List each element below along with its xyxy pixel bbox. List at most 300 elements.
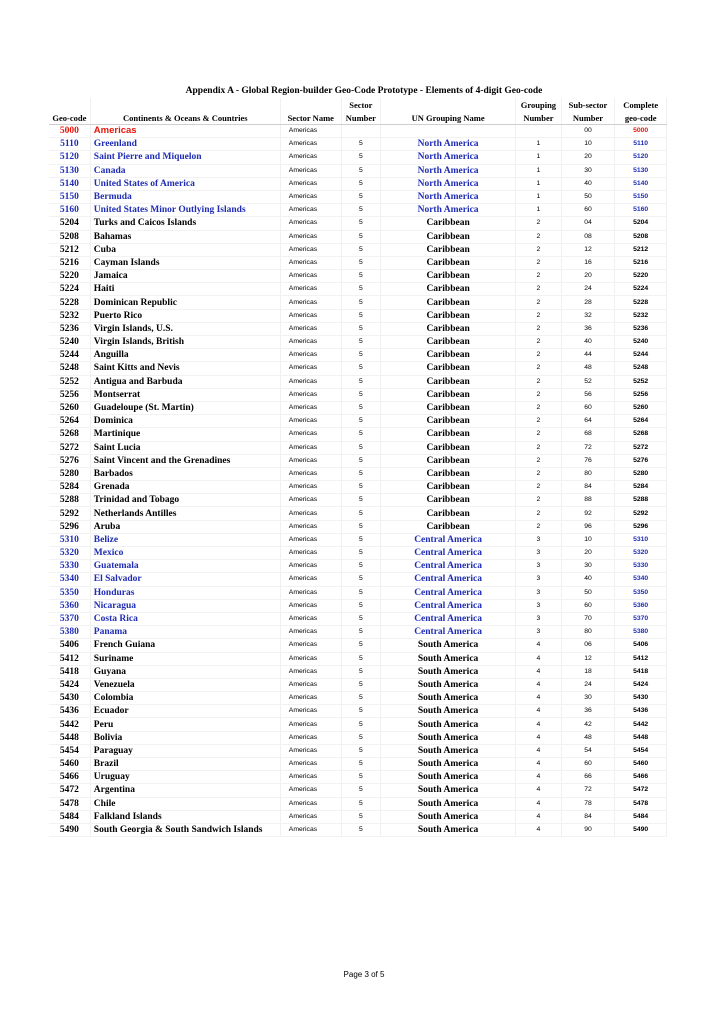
col-grouping-number: Number	[516, 111, 561, 125]
sector-number-cell: 5	[341, 401, 380, 414]
table-row	[49, 573, 667, 586]
grouping-number-cell: 4	[516, 705, 561, 718]
table-row	[49, 401, 667, 414]
subsector-number-cell: 10	[561, 533, 615, 546]
grouping-number-cell: 3	[516, 560, 561, 573]
country-name-cell: Nicaragua	[90, 599, 280, 612]
complete-geocode-cell: 5430	[615, 692, 667, 705]
table-row	[49, 692, 667, 705]
col-name: Continents & Oceans & Countries	[90, 111, 280, 125]
un-grouping-cell: Caribbean	[380, 467, 515, 480]
sector-name-cell: Americas	[280, 428, 341, 441]
un-grouping-cell: South America	[380, 731, 515, 744]
table-row	[49, 494, 667, 507]
complete-geocode-cell: 5412	[615, 652, 667, 665]
un-grouping-cell: South America	[380, 771, 515, 784]
subsector-number-cell: 84	[561, 481, 615, 494]
table-row	[49, 652, 667, 665]
country-name-cell: Guadeloupe (St. Martin)	[90, 401, 280, 414]
complete-geocode-cell: 5418	[615, 665, 667, 678]
complete-geocode-cell: 5232	[615, 309, 667, 322]
grouping-number-cell: 1	[516, 164, 561, 177]
subsector-number-cell: 24	[561, 678, 615, 691]
geocode-cell: 5204	[49, 217, 90, 230]
country-name-cell: El Salvador	[90, 573, 280, 586]
geocode-cell: 5248	[49, 362, 90, 375]
subsector-number-cell: 44	[561, 349, 615, 362]
table-row	[49, 349, 667, 362]
country-name-cell: Aruba	[90, 520, 280, 533]
complete-geocode-cell: 5490	[615, 823, 667, 836]
sector-name-cell: Americas	[280, 612, 341, 625]
geocode-cell: 5208	[49, 230, 90, 243]
sector-name-cell: Americas	[280, 138, 341, 151]
subsector-number-cell: 48	[561, 731, 615, 744]
complete-geocode-cell: 5228	[615, 296, 667, 309]
sector-name-cell: Americas	[280, 243, 341, 256]
geocode-cell: 5220	[49, 270, 90, 283]
grouping-number-cell: 4	[516, 797, 561, 810]
grouping-number-cell: 4	[516, 692, 561, 705]
table-row	[49, 190, 667, 203]
geocode-cell: 5418	[49, 665, 90, 678]
sector-number-cell: 5	[341, 718, 380, 731]
country-name-cell: Saint Lucia	[90, 441, 280, 454]
sector-name-cell: Americas	[280, 283, 341, 296]
complete-geocode-cell: 5212	[615, 243, 667, 256]
sector-number-cell: 5	[341, 494, 380, 507]
col-subsector-top: Sub-sector	[561, 98, 615, 111]
grouping-number-cell: 2	[516, 309, 561, 322]
sector-name-cell: Americas	[280, 731, 341, 744]
un-grouping-cell: South America	[380, 758, 515, 771]
subsector-number-cell: 76	[561, 454, 615, 467]
complete-geocode-cell: 5204	[615, 217, 667, 230]
subsector-number-cell: 88	[561, 494, 615, 507]
country-name-cell: Canada	[90, 164, 280, 177]
geocode-cell: 5360	[49, 599, 90, 612]
complete-geocode-cell: 5130	[615, 164, 667, 177]
sector-name-cell: Americas	[280, 125, 341, 138]
complete-geocode-cell: 5268	[615, 428, 667, 441]
un-grouping-cell: Central America	[380, 586, 515, 599]
geocode-cell: 5296	[49, 520, 90, 533]
complete-geocode-cell: 5292	[615, 507, 667, 520]
grouping-number-cell: 4	[516, 771, 561, 784]
complete-geocode-cell: 5244	[615, 349, 667, 362]
sector-number-cell: 5	[341, 810, 380, 823]
geocode-cell: 5406	[49, 639, 90, 652]
un-grouping-cell: Caribbean	[380, 481, 515, 494]
sector-name-cell: Americas	[280, 401, 341, 414]
complete-geocode-cell: 5310	[615, 533, 667, 546]
geocode-cell: 5224	[49, 283, 90, 296]
un-grouping-cell: North America	[380, 190, 515, 203]
sector-number-cell: 5	[341, 362, 380, 375]
table-row	[49, 797, 667, 810]
table-row	[49, 454, 667, 467]
complete-geocode-cell: 5380	[615, 626, 667, 639]
table-row	[49, 270, 667, 283]
un-grouping-cell: Central America	[380, 573, 515, 586]
country-name-cell: Falkland Islands	[90, 810, 280, 823]
grouping-number-cell: 2	[516, 428, 561, 441]
sector-name-cell: Americas	[280, 441, 341, 454]
subsector-number-cell: 24	[561, 283, 615, 296]
geocode-cell: 5252	[49, 375, 90, 388]
complete-geocode-cell: 5252	[615, 375, 667, 388]
geocode-cell: 5310	[49, 533, 90, 546]
un-grouping-cell: Caribbean	[380, 270, 515, 283]
sector-name-cell: Americas	[280, 388, 341, 401]
grouping-number-cell: 3	[516, 547, 561, 560]
col-sector-number-top: Sector	[341, 98, 380, 111]
sector-number-cell: 5	[341, 322, 380, 335]
country-name-cell: Virgin Islands, British	[90, 336, 280, 349]
sector-name-cell: Americas	[280, 190, 341, 203]
grouping-number-cell: 4	[516, 810, 561, 823]
complete-geocode-cell: 5320	[615, 547, 667, 560]
country-name-cell: Suriname	[90, 652, 280, 665]
grouping-number-cell: 3	[516, 533, 561, 546]
table-row	[49, 441, 667, 454]
geocode-cell: 5460	[49, 758, 90, 771]
sector-name-cell: Americas	[280, 336, 341, 349]
subsector-number-cell: 68	[561, 428, 615, 441]
sector-name-cell: Americas	[280, 744, 341, 757]
sector-number-cell: 5	[341, 665, 380, 678]
geocode-cell: 5244	[49, 349, 90, 362]
sector-number-cell: 5	[341, 626, 380, 639]
sector-name-cell: Americas	[280, 204, 341, 217]
complete-geocode-cell: 5330	[615, 560, 667, 573]
sector-number-cell: 5	[341, 823, 380, 836]
grouping-number-cell: 4	[516, 652, 561, 665]
grouping-number-cell: 4	[516, 665, 561, 678]
un-grouping-cell: Central America	[380, 626, 515, 639]
complete-geocode-cell: 5110	[615, 138, 667, 151]
country-name-cell: Antigua and Barbuda	[90, 375, 280, 388]
un-grouping-cell: Caribbean	[380, 283, 515, 296]
sector-number-cell: 5	[341, 283, 380, 296]
sector-name-cell: Americas	[280, 494, 341, 507]
geocode-cell: 5228	[49, 296, 90, 309]
geocode-cell: 5380	[49, 626, 90, 639]
table-row	[49, 125, 667, 138]
subsector-number-cell: 80	[561, 626, 615, 639]
grouping-number-cell: 2	[516, 520, 561, 533]
subsector-number-cell: 84	[561, 810, 615, 823]
sector-name-cell: Americas	[280, 533, 341, 546]
sector-name-cell: Americas	[280, 771, 341, 784]
geocode-cell: 5000	[49, 125, 90, 138]
subsector-number-cell: 92	[561, 507, 615, 520]
grouping-number-cell: 3	[516, 573, 561, 586]
table-row	[49, 375, 667, 388]
geocode-cell: 5236	[49, 322, 90, 335]
complete-geocode-cell: 5264	[615, 415, 667, 428]
table-row	[49, 428, 667, 441]
table-row	[49, 639, 667, 652]
geocode-cell: 5454	[49, 744, 90, 757]
un-grouping-cell: South America	[380, 823, 515, 836]
subsector-number-cell: 08	[561, 230, 615, 243]
table-row	[49, 362, 667, 375]
geocode-cell: 5256	[49, 388, 90, 401]
un-grouping-cell: South America	[380, 810, 515, 823]
complete-geocode-cell: 5406	[615, 639, 667, 652]
un-grouping-cell: Caribbean	[380, 322, 515, 335]
table-row	[49, 204, 667, 217]
grouping-number-cell: 2	[516, 494, 561, 507]
header-row-top	[49, 98, 667, 111]
subsector-number-cell: 60	[561, 204, 615, 217]
subsector-number-cell: 16	[561, 256, 615, 269]
sector-name-cell: Americas	[280, 322, 341, 335]
complete-geocode-cell: 5220	[615, 270, 667, 283]
sector-name-cell: Americas	[280, 599, 341, 612]
grouping-number-cell: 2	[516, 401, 561, 414]
subsector-number-cell: 00	[561, 125, 615, 138]
table-row	[49, 665, 667, 678]
un-grouping-cell: Caribbean	[380, 217, 515, 230]
geocode-cell: 5280	[49, 467, 90, 480]
grouping-number-cell: 4	[516, 758, 561, 771]
sector-number-cell	[341, 125, 380, 138]
grouping-number-cell: 2	[516, 230, 561, 243]
grouping-number-cell: 3	[516, 612, 561, 625]
grouping-number-cell: 4	[516, 744, 561, 757]
table-row	[49, 217, 667, 230]
country-name-cell: Bolivia	[90, 731, 280, 744]
grouping-number-cell: 2	[516, 507, 561, 520]
subsector-number-cell: 06	[561, 639, 615, 652]
un-grouping-cell: Caribbean	[380, 428, 515, 441]
sector-name-cell: Americas	[280, 560, 341, 573]
table-row	[49, 243, 667, 256]
country-name-cell: Paraguay	[90, 744, 280, 757]
geocode-cell: 5232	[49, 309, 90, 322]
sector-name-cell: Americas	[280, 349, 341, 362]
un-grouping-cell: Central America	[380, 533, 515, 546]
un-grouping-cell: South America	[380, 797, 515, 810]
un-grouping-cell: North America	[380, 164, 515, 177]
un-grouping-cell: South America	[380, 652, 515, 665]
sector-name-cell: Americas	[280, 362, 341, 375]
country-name-cell: Americas	[90, 125, 280, 138]
complete-geocode-cell: 5260	[615, 401, 667, 414]
sector-name-cell: Americas	[280, 639, 341, 652]
country-name-cell: Haiti	[90, 283, 280, 296]
geocode-cell: 5150	[49, 190, 90, 203]
sector-number-cell: 5	[341, 230, 380, 243]
grouping-number-cell: 4	[516, 784, 561, 797]
subsector-number-cell: 40	[561, 573, 615, 586]
subsector-number-cell: 28	[561, 296, 615, 309]
subsector-number-cell: 36	[561, 322, 615, 335]
un-grouping-cell: Caribbean	[380, 388, 515, 401]
subsector-number-cell: 20	[561, 547, 615, 560]
geocode-cell: 5160	[49, 204, 90, 217]
geocode-cell: 5466	[49, 771, 90, 784]
table-row	[49, 718, 667, 731]
sector-number-cell: 5	[341, 520, 380, 533]
un-grouping-cell: Caribbean	[380, 441, 515, 454]
col-complete-top: Complete	[615, 98, 667, 111]
country-name-cell: Grenada	[90, 481, 280, 494]
complete-geocode-cell: 5370	[615, 612, 667, 625]
geocode-cell: 5478	[49, 797, 90, 810]
country-name-cell: South Georgia & South Sandwich Islands	[90, 823, 280, 836]
table-row	[49, 547, 667, 560]
geocode-cell: 5430	[49, 692, 90, 705]
grouping-number-cell: 3	[516, 586, 561, 599]
country-name-cell: Ecuador	[90, 705, 280, 718]
sector-name-cell: Americas	[280, 296, 341, 309]
table-row	[49, 520, 667, 533]
sector-name-cell: Americas	[280, 270, 341, 283]
complete-geocode-cell: 5472	[615, 784, 667, 797]
complete-geocode-cell: 5150	[615, 190, 667, 203]
complete-geocode-cell: 5240	[615, 336, 667, 349]
grouping-number-cell: 3	[516, 626, 561, 639]
grouping-number-cell	[516, 125, 561, 138]
country-name-cell: Barbados	[90, 467, 280, 480]
sector-name-cell: Americas	[280, 256, 341, 269]
geocode-cell: 5442	[49, 718, 90, 731]
geocode-cell: 5216	[49, 256, 90, 269]
sector-number-cell: 5	[341, 678, 380, 691]
grouping-number-cell: 2	[516, 441, 561, 454]
complete-geocode-cell: 5350	[615, 586, 667, 599]
geocode-cell: 5130	[49, 164, 90, 177]
geocode-cell: 5260	[49, 401, 90, 414]
country-name-cell: Turks and Caicos Islands	[90, 217, 280, 230]
table-row	[49, 230, 667, 243]
country-name-cell: Virgin Islands, U.S.	[90, 322, 280, 335]
complete-geocode-cell: 5296	[615, 520, 667, 533]
grouping-number-cell: 2	[516, 256, 561, 269]
table-row	[49, 784, 667, 797]
un-grouping-cell: Caribbean	[380, 507, 515, 520]
geocode-cell: 5140	[49, 177, 90, 190]
country-name-cell: Venezuela	[90, 678, 280, 691]
un-grouping-cell: Caribbean	[380, 401, 515, 414]
subsector-number-cell: 18	[561, 665, 615, 678]
sector-name-cell: Americas	[280, 784, 341, 797]
subsector-number-cell: 80	[561, 467, 615, 480]
sector-name-cell: Americas	[280, 547, 341, 560]
sector-number-cell: 5	[341, 612, 380, 625]
un-grouping-cell: Central America	[380, 560, 515, 573]
sector-number-cell: 5	[341, 481, 380, 494]
complete-geocode-cell: 5284	[615, 481, 667, 494]
sector-number-cell: 5	[341, 441, 380, 454]
sector-number-cell: 5	[341, 533, 380, 546]
un-grouping-cell: Caribbean	[380, 309, 515, 322]
country-name-cell: Brazil	[90, 758, 280, 771]
subsector-number-cell: 64	[561, 415, 615, 428]
grouping-number-cell: 2	[516, 270, 561, 283]
un-grouping-cell: North America	[380, 151, 515, 164]
sector-name-cell: Americas	[280, 467, 341, 480]
sector-name-cell: Americas	[280, 705, 341, 718]
complete-geocode-cell: 5276	[615, 454, 667, 467]
country-name-cell: Bahamas	[90, 230, 280, 243]
country-name-cell: Honduras	[90, 586, 280, 599]
sector-name-cell: Americas	[280, 692, 341, 705]
complete-geocode-cell: 5448	[615, 731, 667, 744]
subsector-number-cell: 32	[561, 309, 615, 322]
col-complete-geocode: geo-code	[615, 111, 667, 125]
grouping-number-cell: 2	[516, 388, 561, 401]
sector-name-cell: Americas	[280, 520, 341, 533]
subsector-number-cell: 72	[561, 784, 615, 797]
country-name-cell: Mexico	[90, 547, 280, 560]
grouping-number-cell: 2	[516, 296, 561, 309]
complete-geocode-cell: 5216	[615, 256, 667, 269]
table-row	[49, 586, 667, 599]
complete-geocode-cell: 5340	[615, 573, 667, 586]
geo-code-table	[49, 98, 667, 837]
grouping-number-cell: 1	[516, 177, 561, 190]
complete-geocode-cell: 5288	[615, 494, 667, 507]
geocode-cell: 5120	[49, 151, 90, 164]
country-name-cell: Panama	[90, 626, 280, 639]
geocode-cell: 5448	[49, 731, 90, 744]
complete-geocode-cell: 5272	[615, 441, 667, 454]
country-name-cell: Greenland	[90, 138, 280, 151]
grouping-number-cell: 2	[516, 467, 561, 480]
subsector-number-cell: 40	[561, 177, 615, 190]
sector-number-cell: 5	[341, 586, 380, 599]
un-grouping-cell: South America	[380, 784, 515, 797]
table-row	[49, 705, 667, 718]
country-name-cell: Dominican Republic	[90, 296, 280, 309]
complete-geocode-cell: 5160	[615, 204, 667, 217]
country-name-cell: French Guiana	[90, 639, 280, 652]
geocode-cell: 5212	[49, 243, 90, 256]
table-row	[49, 626, 667, 639]
complete-geocode-cell: 5224	[615, 283, 667, 296]
table-row	[49, 283, 667, 296]
geocode-cell: 5276	[49, 454, 90, 467]
subsector-number-cell: 52	[561, 375, 615, 388]
complete-geocode-cell: 5248	[615, 362, 667, 375]
complete-geocode-cell: 5120	[615, 151, 667, 164]
geocode-cell: 5424	[49, 678, 90, 691]
un-grouping-cell: South America	[380, 678, 515, 691]
subsector-number-cell: 30	[561, 692, 615, 705]
geocode-cell: 5412	[49, 652, 90, 665]
geocode-cell: 5370	[49, 612, 90, 625]
subsector-number-cell: 20	[561, 270, 615, 283]
sector-name-cell: Americas	[280, 573, 341, 586]
sector-number-cell: 5	[341, 507, 380, 520]
sector-name-cell: Americas	[280, 415, 341, 428]
table-row	[49, 771, 667, 784]
sector-number-cell: 5	[341, 177, 380, 190]
un-grouping-cell: Central America	[380, 612, 515, 625]
sector-name-cell: Americas	[280, 678, 341, 691]
un-grouping-cell: Caribbean	[380, 336, 515, 349]
col-sector-name: Sector Name	[280, 111, 341, 125]
complete-geocode-cell: 5466	[615, 771, 667, 784]
sector-name-cell: Americas	[280, 375, 341, 388]
un-grouping-cell	[380, 125, 515, 138]
sector-number-cell: 5	[341, 428, 380, 441]
table-row	[49, 560, 667, 573]
